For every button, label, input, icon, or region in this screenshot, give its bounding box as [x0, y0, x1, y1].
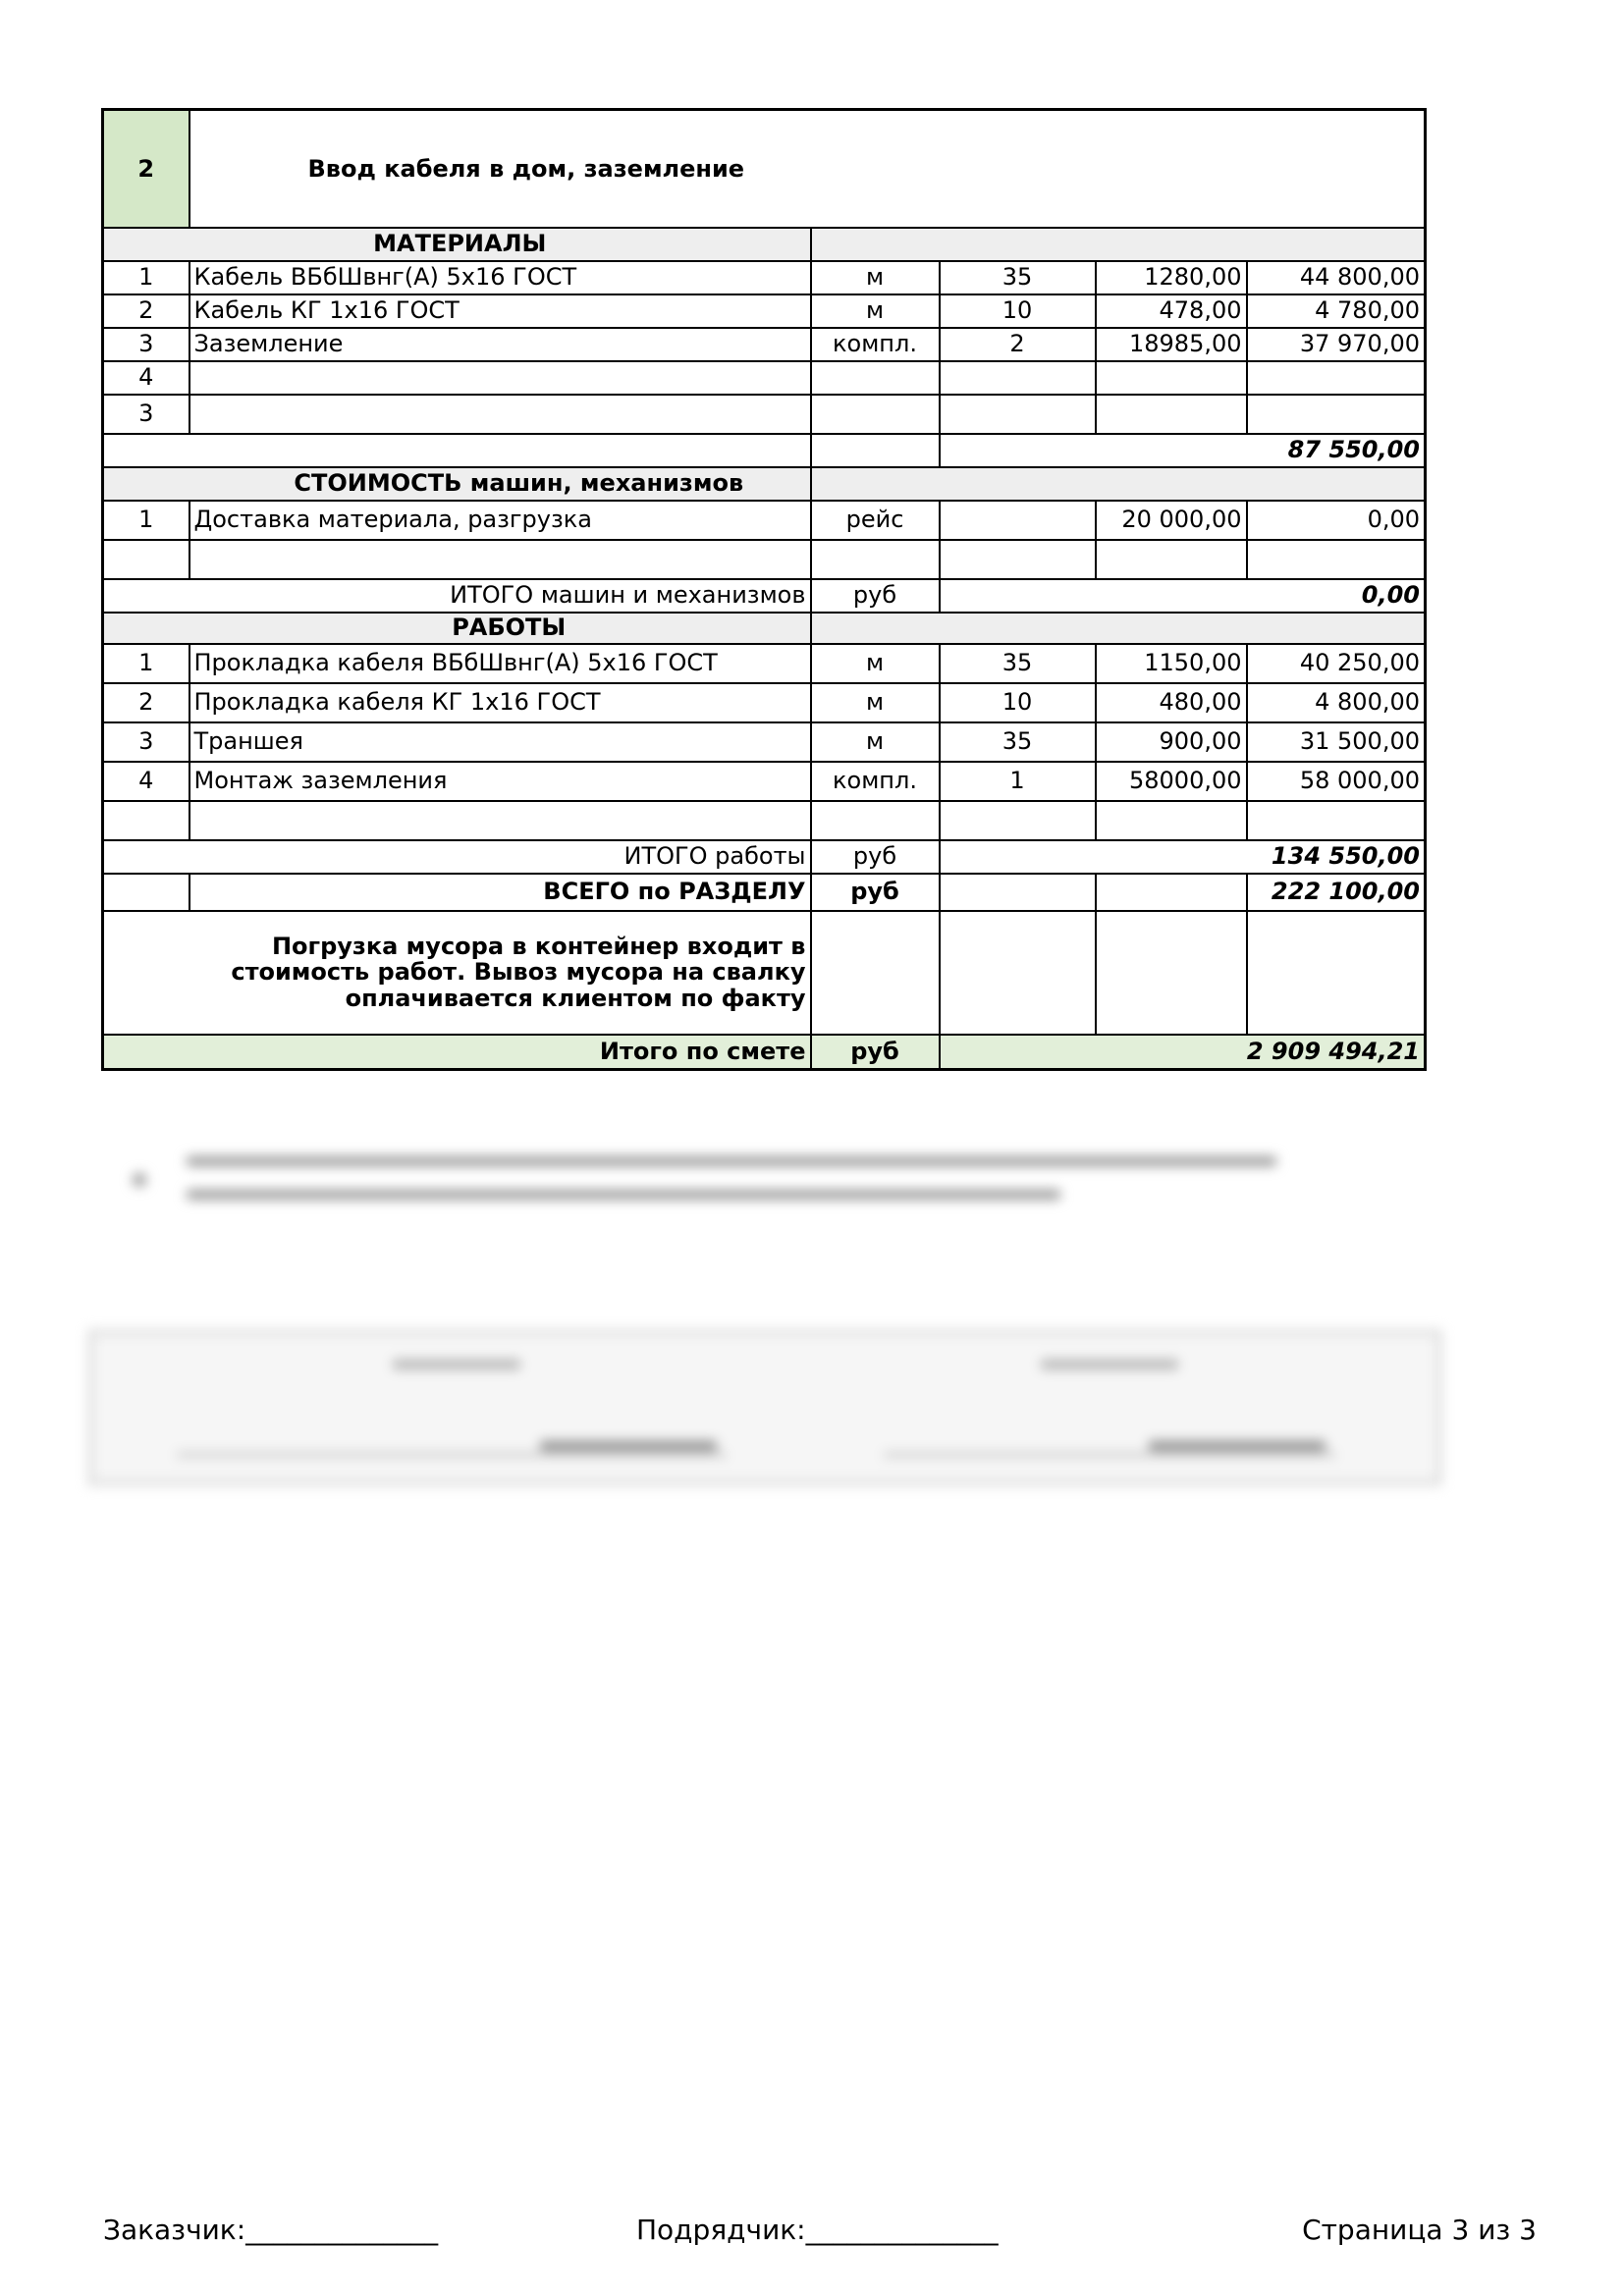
grand-total-unit: руб [811, 1035, 940, 1070]
works-total-label: ИТОГО работы [103, 840, 811, 874]
section-total-row [103, 874, 1426, 911]
table-row: 4 Монтаж заземления компл. 1 58000,00 58 000,00 [103, 762, 1426, 801]
machines-total: 0,00 [940, 579, 1426, 613]
works-heading: РАБОТЫ [103, 613, 811, 644]
grand-total-row [103, 1035, 1426, 1070]
section-number: 2 [103, 110, 189, 228]
machines-total-unit: руб [811, 579, 940, 613]
grand-total: 2 909 494,21 [940, 1035, 1426, 1070]
section-total-label: ВСЕГО по РАЗДЕЛУ [189, 874, 811, 911]
note-text: Погрузка мусора в контейнер входит в стоимость работ. Вывоз мусора на свалку оплачивается клиентом по факту [103, 911, 811, 1035]
table-row: 1 Кабель ВБбШвнг(А) 5х16 ГОСТ м 35 1280,00 44 800,00 [103, 261, 1426, 294]
table-row: 1 Доставка материала, разгрузка рейс 20 000,00 0,00 [103, 501, 1426, 540]
section-total: 222 100,00 [1247, 874, 1426, 911]
note-row [103, 911, 1426, 1035]
table-row: 3 Заземление компл. 2 18985,00 37 970,00 [103, 328, 1426, 361]
materials-heading: МАТЕРИАЛЫ [103, 228, 811, 261]
table-row: 1 Прокладка кабеля ВБбШвнг(А) 5х16 ГОСТ м 35 1150,00 40 250,00 [103, 644, 1426, 683]
table-row [103, 540, 1426, 579]
section-total-unit: руб [811, 874, 940, 911]
machines-heading: СТОИМОСТЬ машин, механизмов [103, 467, 811, 501]
table-row [103, 801, 1426, 840]
contractor-signature: Подрядчик:______________ [636, 2214, 999, 2246]
table-row: 3 [103, 395, 1426, 434]
table-row: 2 Прокладка кабеля КГ 1х16 ГОСТ м 10 480,00 4 800,00 [103, 683, 1426, 722]
customer-signature: Заказчик:______________ [103, 2214, 439, 2246]
page-number: Страница 3 из 3 [1302, 2214, 1537, 2246]
machines-total-label: ИТОГО машин и механизмов [103, 579, 811, 613]
materials-subtotal-row [103, 434, 1426, 467]
materials-subtotal: 87 550,00 [940, 434, 1426, 467]
table-row: 4 [103, 361, 1426, 395]
works-total-unit: руб [811, 840, 940, 874]
grand-total-label: Итого по смете [103, 1035, 811, 1070]
machines-total-row [103, 579, 1426, 613]
table-row: 2 Кабель КГ 1х16 ГОСТ м 10 478,00 4 780,00 [103, 294, 1426, 328]
blurred-region [0, 1129, 1624, 1522]
works-total-row [103, 840, 1426, 874]
section-title: Ввод кабеля в дом, заземление [189, 110, 1426, 228]
estimate-table [101, 108, 1427, 1071]
works-total: 134 550,00 [940, 840, 1426, 874]
section-header-row [103, 110, 1426, 228]
table-row: 3 Траншея м 35 900,00 31 500,00 [103, 722, 1426, 762]
